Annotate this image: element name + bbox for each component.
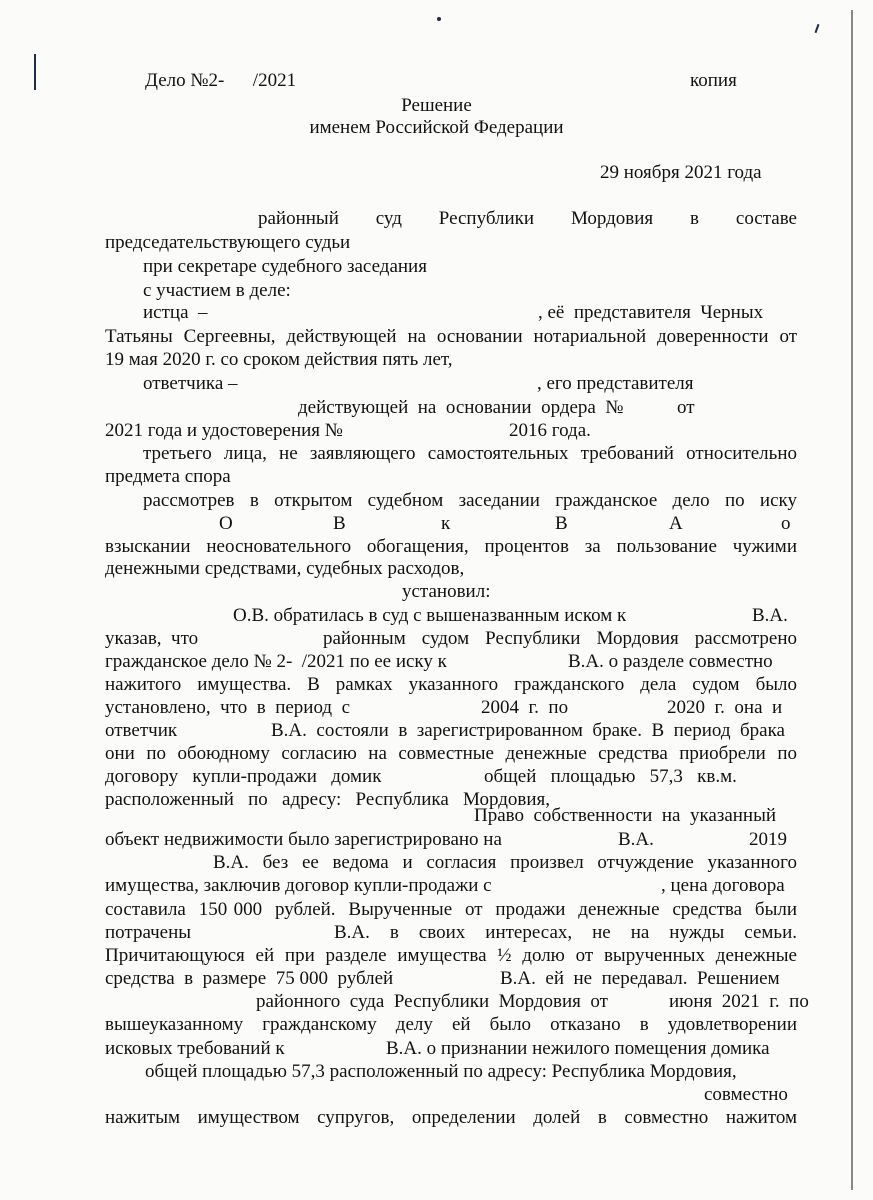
warrant-from: от — [677, 397, 695, 418]
body-line-7: они по обоюдному согласию на совместные денежные средства приобрели по — [105, 743, 797, 764]
body-line-22: совместно — [704, 1084, 788, 1105]
body-line-10: Право собственности на указанный — [474, 805, 777, 826]
case-number: Дело №2- /2021 — [145, 70, 297, 91]
body-line-6a: ответчик — [105, 720, 178, 741]
body-line-2b: районным судом Республики Мордовия рассмотрено — [323, 628, 797, 649]
power-of-attorney-line: 19 мая 2020 г. со сроком действия пять лет, — [105, 349, 453, 370]
claim-subject-line-2: денежными средствами, судебных расходов, — [105, 558, 465, 579]
body-line-1a: О.В. обратилась в суд с вышеназванным иском к — [233, 605, 627, 626]
initial-4: В — [555, 513, 568, 534]
scan-margin-mark — [34, 54, 36, 90]
body-line-20a: исковых требований к — [105, 1038, 285, 1059]
initial-5: А — [669, 513, 683, 534]
court-composition-line: районный суд Республики Мордовия в составе — [258, 208, 797, 229]
body-line-18a: районного суда Республики Мордовия от — [256, 991, 608, 1012]
case-review-line: рассмотрев в открытом судебном заседании гражданское дело по иску — [143, 490, 797, 511]
body-line-13b: , цена договора — [661, 875, 785, 896]
body-line-5c: 2020 г. она и — [667, 697, 783, 718]
certificate-year: 2016 года. — [509, 420, 591, 441]
body-line-3a: гражданское дело № 2- /2021 по ее иску к — [105, 651, 447, 672]
defendant-label: ответчика – — [143, 373, 238, 394]
dispute-subject-line: предмета спора — [105, 466, 231, 487]
body-line-8a: договору купли-продажи домик — [105, 766, 382, 787]
scan-edge-mark — [851, 10, 853, 1190]
body-line-17b: В.А. ей не передавал. Решением — [500, 968, 780, 989]
initial-1: О — [219, 513, 233, 534]
certificate-line: 2021 года и удостоверения № — [105, 420, 343, 441]
body-line-8b: общей площадью 57,3 кв.м. — [484, 766, 737, 787]
body-line-11b: В.А. — [618, 829, 654, 850]
body-line-20b: В.А. о признании нежилого помещения домика — [386, 1038, 770, 1059]
body-line-21: общей площадью 57,3 расположенный по адресу: Республика Мордовия, — [145, 1061, 737, 1082]
third-party-line: третьего лица, не заявляющего самостоятельных требований относительно — [143, 443, 797, 464]
initial-3: к — [441, 513, 451, 534]
scan-pen-mark — [815, 24, 820, 33]
claim-subject-line: взыскании неосновательного обогащения, процентов за пользование чужими — [105, 536, 797, 557]
document-title: Решение — [401, 95, 472, 116]
initial-6: о — [781, 513, 791, 534]
body-line-16: Причитающуюся ей при разделе имущества ½ долю от вырученных денежные — [105, 945, 797, 966]
body-line-6b: В.А. состояли в зарегистрированном браке. В период брака — [271, 720, 785, 741]
body-line-5b: 2004 г. по — [481, 697, 569, 718]
body-line-19: вышеуказанному гражданскому делу ей было отказано в удовлетворении — [105, 1014, 797, 1035]
body-line-15a: потрачены — [105, 922, 192, 943]
copy-label: копия — [690, 70, 737, 91]
body-line-12: В.А. без ее ведома и согласия произвел отчуждение указанного — [213, 852, 797, 873]
body-line-11a: объект недвижимости было зарегистрировано на — [105, 829, 502, 850]
defendant-representative: , его представителя — [537, 373, 694, 394]
body-line-18b: июня 2021 г. по — [669, 991, 809, 1012]
body-line-9: расположенный по адресу: Республика Мордовия, — [105, 789, 551, 810]
body-line-1b: В.А. — [752, 605, 788, 626]
body-line-23: нажитым имуществом супругов, определении долей в совместно нажитом — [105, 1107, 797, 1128]
body-line-13a: имущества, заключив договор купли-продажи с — [105, 875, 492, 896]
scan-dot-mark — [437, 17, 441, 21]
decision-date: 29 ноября 2021 года — [600, 162, 762, 183]
secretary-line: при секретаре судебного заседания — [143, 256, 427, 277]
initial-2: В — [333, 513, 346, 534]
body-line-14: составила 150 000 рублей. Вырученные от продажи денежные средства были — [105, 899, 797, 920]
established-heading: установил: — [402, 581, 491, 602]
presiding-judge-line: председательствующего судьи — [105, 232, 351, 253]
body-line-4: нажитого имущества. В рамках указанного гражданского дела судом было — [105, 674, 797, 695]
plaintiff-label: истца – — [143, 302, 208, 323]
representative-name-line: Татьяны Сергеевны, действующей на основании нотариальной доверенности от — [105, 326, 797, 347]
body-line-17a: средства в размере 75 000 рублей — [105, 968, 394, 989]
body-line-2a: указав, что — [105, 628, 199, 649]
body-line-15b: В.А. в своих интересах, не на нужды семьи. — [334, 922, 797, 943]
document-subtitle: именем Российской Федерации — [309, 117, 564, 138]
participants-line: с участием в деле: — [143, 280, 291, 301]
body-line-11c: 2019 — [749, 829, 787, 850]
plaintiff-representative: , её представителя Черных — [538, 302, 764, 323]
body-line-3b: В.А. о разделе совместно — [568, 651, 773, 672]
body-line-5a: установлено, что в период с — [105, 697, 351, 718]
warrant-line: действующей на основании ордера № — [298, 397, 624, 418]
